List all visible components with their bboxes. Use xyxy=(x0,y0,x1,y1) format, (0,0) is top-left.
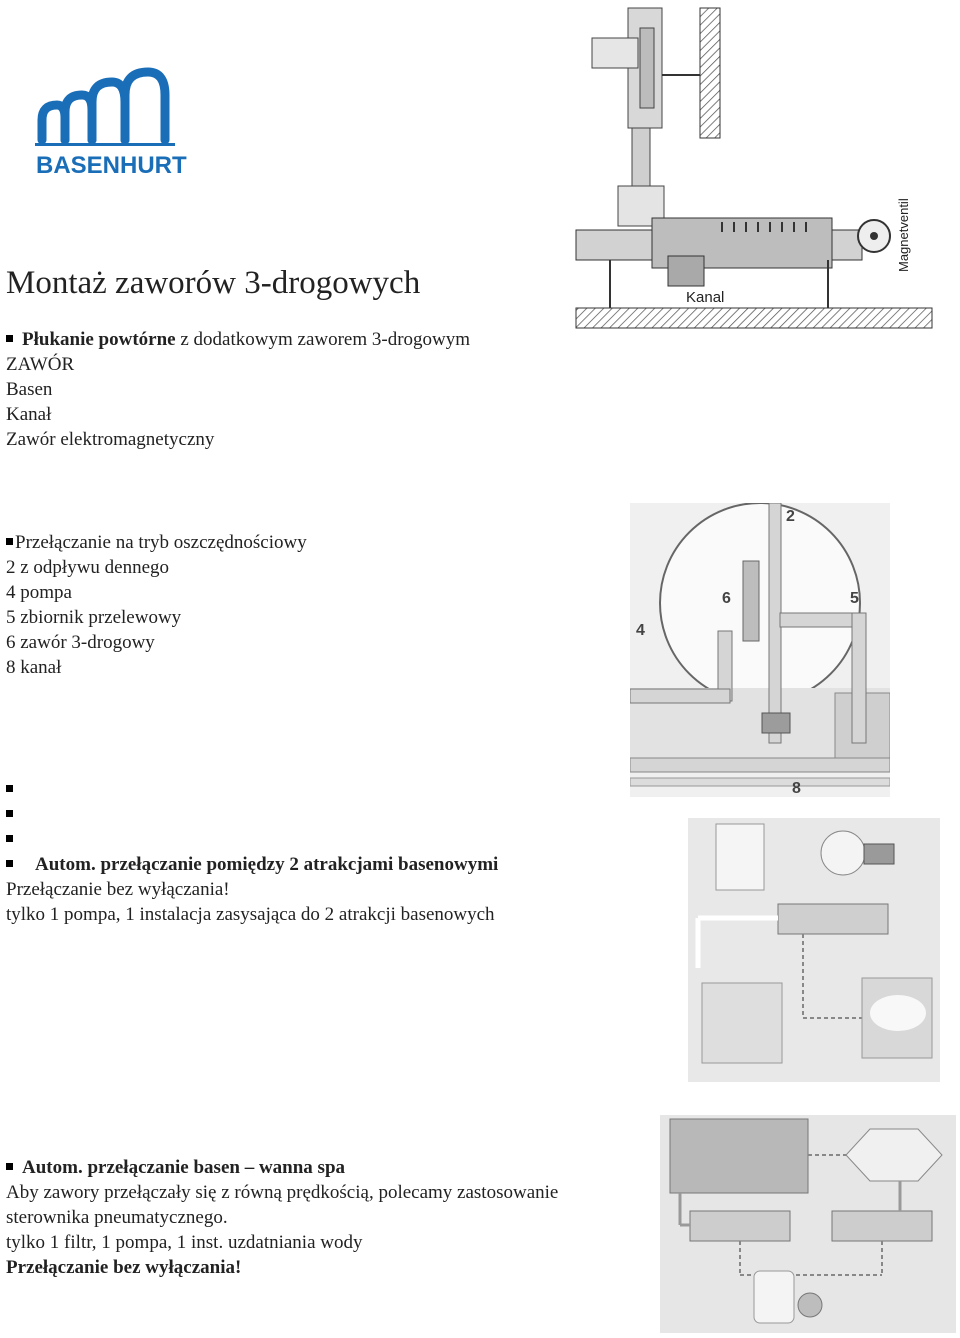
bullet-icon xyxy=(6,860,13,867)
text-line: 5 zbiornik przelewowy xyxy=(6,607,182,628)
diagram-label-5: 5 xyxy=(850,590,859,607)
text-line: ZAWÓR xyxy=(6,354,75,375)
text-line: 8 kanał xyxy=(6,657,62,678)
bullet-icon xyxy=(6,1163,13,1170)
logo-text: BASENHURT xyxy=(36,152,187,179)
economy-mode-diagram xyxy=(630,503,890,797)
figure-pool-spa xyxy=(660,1115,956,1333)
empty-bullet xyxy=(6,827,498,852)
section-economy-mode xyxy=(6,530,307,680)
list-item: Autom. przełączanie pomiędzy 2 atrakcjami basenowymi xyxy=(6,852,498,877)
kanal-label: Kanal xyxy=(686,289,725,306)
section-two-attractions xyxy=(6,777,498,927)
text-line: 2 z odpływu dennego xyxy=(6,557,170,578)
text-line: tylko 1 pompa, 1 instalacja zasysająca do 2 atrakcji basenowych xyxy=(6,904,495,925)
list-item: Płukanie powtórne z dodatkowym zaworem 3-drogowym xyxy=(6,327,470,352)
text-line: Kanał xyxy=(6,404,52,425)
text-line: 6 zawór 3-drogowy xyxy=(6,632,155,653)
bullet-icon xyxy=(6,810,13,817)
figure-two-attractions xyxy=(688,818,940,1082)
list-item: Autom. przełączanie basen – wanna spa xyxy=(6,1155,558,1180)
diagram-label-6: 6 xyxy=(722,590,731,607)
section-pool-spa xyxy=(6,1155,558,1280)
text-line: 4 pompa xyxy=(6,582,72,603)
text-line: tylko 1 filtr, 1 pompa, 1 inst. uzdatniania wody xyxy=(6,1232,363,1253)
diagram-label-2: 2 xyxy=(786,508,795,525)
diagram-label-4: 4 xyxy=(636,622,645,639)
text-line: Przełączanie bez wyłączania! xyxy=(6,1257,242,1278)
list-item: Przełączanie na tryb oszczędnościowy xyxy=(6,530,307,555)
valve-mount-diagram xyxy=(572,0,936,332)
figure-valve-mount xyxy=(572,0,936,332)
text-line: Aby zawory przełączały się z równą prędkością, polecamy zastosowanie xyxy=(6,1182,559,1203)
empty-bullet xyxy=(6,777,498,802)
pool-spa-diagram xyxy=(660,1115,956,1333)
text-line: Przełączanie bez wyłączania! xyxy=(6,879,230,900)
text-line: Zawór elektromagnetyczny xyxy=(6,429,215,450)
text-line: Basen xyxy=(6,379,53,400)
diagram-label-8: 8 xyxy=(792,780,801,797)
figure-economy-mode xyxy=(630,503,890,797)
bullet-icon xyxy=(6,538,13,545)
logo xyxy=(30,60,187,190)
empty-bullet xyxy=(6,802,498,827)
text-line: sterownika pneumatycznego. xyxy=(6,1207,228,1228)
two-attractions-diagram xyxy=(688,818,940,1082)
bullet-icon xyxy=(6,835,13,842)
bullet-icon xyxy=(6,335,13,342)
section-backwash xyxy=(6,327,470,452)
page-title: Montaż zaworów 3-drogowych xyxy=(6,265,421,301)
bullet-icon xyxy=(6,785,13,792)
magnetventil-label: Magnetventil xyxy=(896,198,911,272)
